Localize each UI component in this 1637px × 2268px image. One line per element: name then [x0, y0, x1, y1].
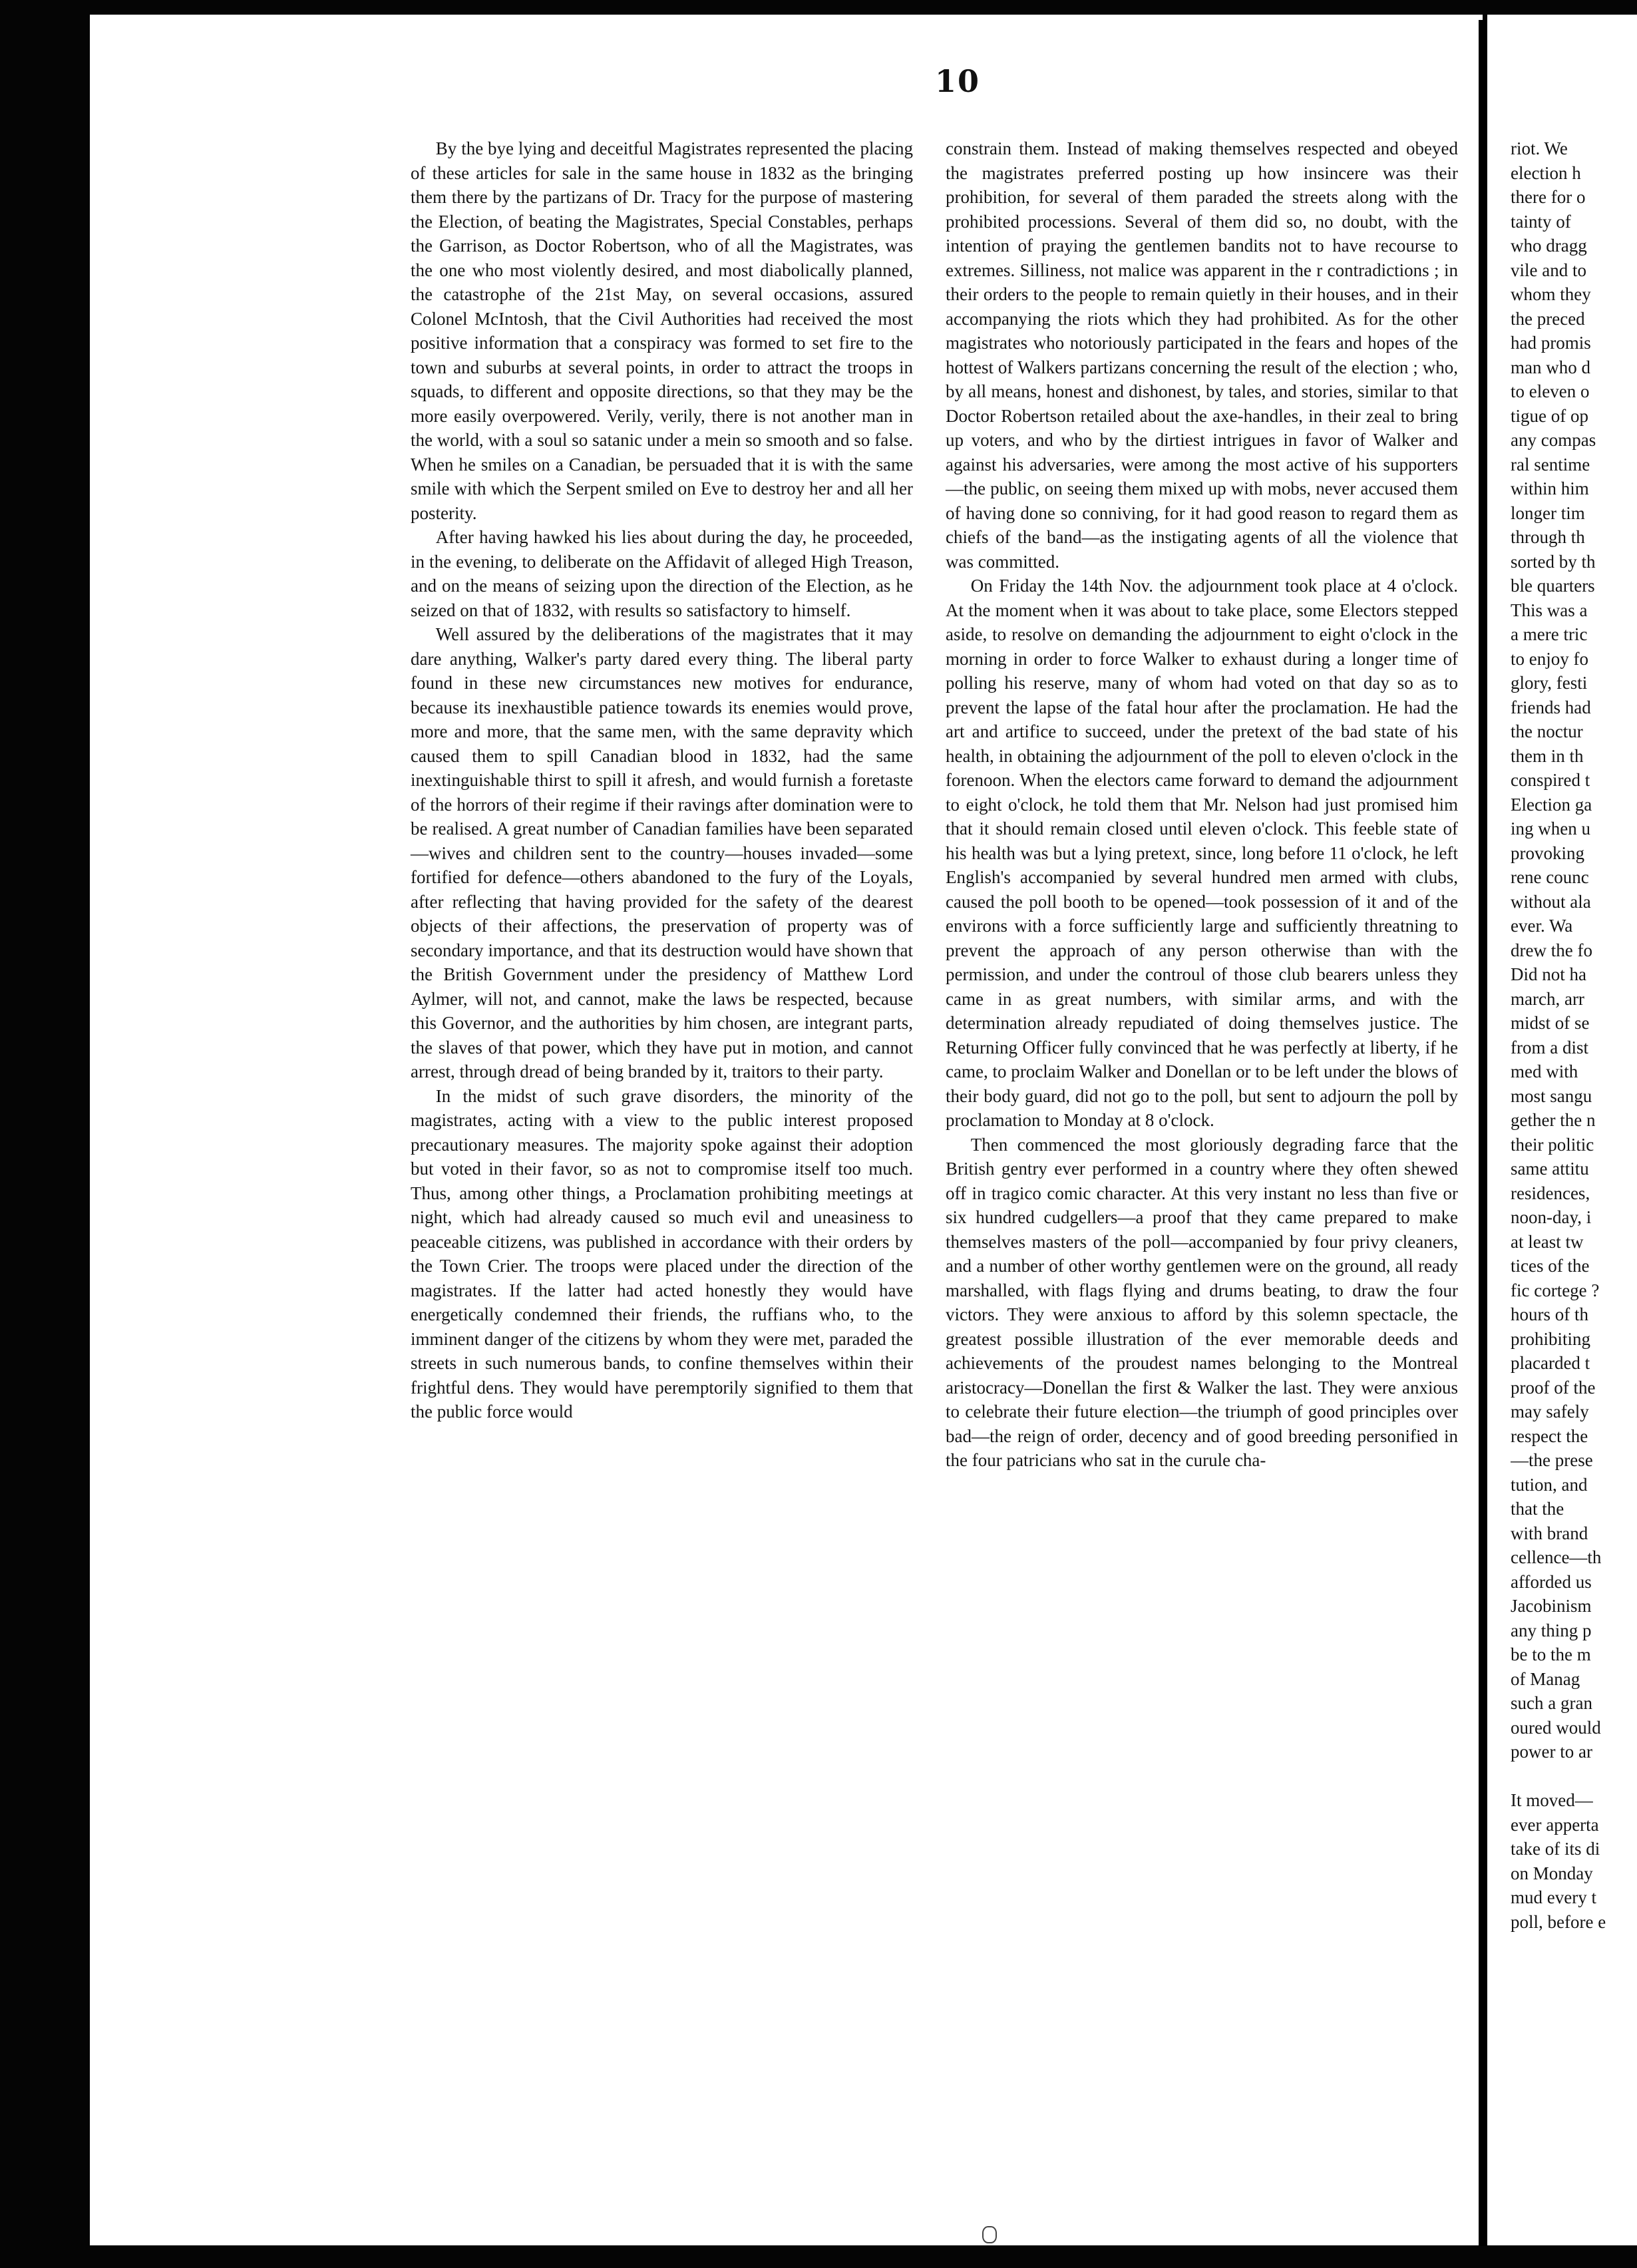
- column-3-line: man who d: [1511, 357, 1590, 377]
- column-3-line: placarded t: [1511, 1353, 1590, 1373]
- column-3-line: cellence—th: [1511, 1547, 1602, 1567]
- column-3-line: —the prese: [1511, 1450, 1593, 1470]
- column-3-line: This was a: [1511, 600, 1588, 620]
- column-3-line: residences,: [1511, 1183, 1590, 1203]
- column-3-line: hours of th: [1511, 1304, 1588, 1324]
- column-3-line: of Manag: [1511, 1668, 1580, 1689]
- column-3-line: most sangu: [1511, 1085, 1592, 1106]
- column-3-line: whom they: [1511, 284, 1591, 304]
- column-3-line: who dragg: [1511, 236, 1587, 256]
- column-3-line: any compas: [1511, 430, 1596, 450]
- column-3-line: with brand: [1511, 1523, 1588, 1543]
- column-3-line: such a gran: [1511, 1693, 1592, 1713]
- column-3-line: vile and to: [1511, 260, 1586, 280]
- column-3-line: there for o: [1511, 187, 1586, 207]
- column-3-line: may safely: [1511, 1402, 1589, 1421]
- column-3-line: their politic: [1511, 1134, 1594, 1155]
- column-3-line: ble quarters: [1511, 576, 1595, 596]
- column-3-line: glory, festi: [1511, 673, 1588, 693]
- column-3-line: ing when u: [1511, 819, 1590, 839]
- column-3-line: afforded us: [1511, 1571, 1592, 1592]
- column-3-line: the preced: [1511, 308, 1585, 329]
- paragraph: On Friday the 14th Nov. the adjournment took place at 4 o'clock. At the moment when it was about to take place, some Electors stepped aside, to resolve on demanding the adjournment to eight o'clock in the morning in order to force Walker to exhaust during a longer time of polling his reserve, many of whom had voted on that day so as to prevent the lapse of the fatal hour after the proclamation. He had the art and artifice to succeed, under the pretext of the bad state of his health, in obtaining the adjournment of the poll to eleven o'clock in the forenoon. When the electors came forward to demand the adjournment to eight o'clock, he told them that Mr. Nelson had just promised him that it should remain closed until eleven o'clock. This feeble state of his health was but a lying pretext, since, long before 11 o'clock, he left English's accompanied by several hundred men armed with clubs, caused the poll booth to be opened—took possession of it and of the environs with a force sufficiently large and sufficiently threatning to prevent the approach of any person otherwise than with the permission, and under the controul of those club bearers unless they came in as great numbers, with similar arms, and with the determination already repudiated of doing themselves justice. The Returning Officer fully convinced that he was perfectly at liberty, if he came, to proclaim Walker and Donellan or to be left under the blows of their body guard, did not go to the poll, but sent to adjourn the poll by proclamation to Monday at 8 o'clock.: [946, 576, 1458, 1130]
- column-3-line: tainty of: [1511, 211, 1571, 232]
- column-3-line: on Monday: [1511, 1863, 1593, 1883]
- column-3-line: provoking: [1511, 843, 1584, 863]
- column-3-line: be to the m: [1511, 1644, 1591, 1664]
- column-3-line: noon-day, i: [1511, 1207, 1592, 1227]
- paragraph: Well assured by the deliberations of the magistrates that it may dare anything, Walker's party dared every thing. The liberal party found in these new circumstances new motives for endurance, because its inexhaustible patience towards its enemies would prove, more and more, that the same men, with the same depravity which caused them to spill Canadian blood in 1832, had the same inextinguishable thirst to spill it afresh, and would furnish a foretaste of the horrors of their regime if their ravings after domination were to be realised. A great number of Canadian families have been separated—wives and children sent to the country—houses invaded—some fortified for defence—others abandoned to the fury of the Loyals, after reflecting that having provided for the safety of the dearest objects of their affections, the preservation of property was of secondary importance, and that its destruction would have shown that the British Government under the presidency of Matthew Lord Aylmer, will not, and cannot, make the laws be respected, because this Governor, and the authorities by him chosen, are integrant parts, the slaves of that power, which they have put in motion, and cannot arrest, through dread of being branded by it, traitors to their party.: [411, 624, 913, 1081]
- column-3-line: It moved—: [1511, 1790, 1593, 1810]
- column-3-line: without ala: [1511, 891, 1591, 912]
- column-3-line: Election ga: [1511, 794, 1592, 815]
- column-3-line: them in th: [1511, 745, 1584, 766]
- paragraph: By the bye lying and deceitful Magistrates represented the placing of these articles for sale in the same house in 1832 as the bringing them there by the partizans of Dr. Tracy for the purpose of mastering the Election, of beating the Magistrates, Special Constables, perhaps the Garrison, as Doctor Robertson, who of all the Magistrates, was the one who most violently desired, and most diabolically planned, the catastrophe of the 21st May, on several occasions, assured Colonel McIntosh, that the Civil Authorities had received the most positive information that a conspiracy was formed to set fire to the town and suburbs at several points, in order to attract the troops in squads, to different and opposite directions, so that they may be the more easily overpowered. Verily, verily, there is not another man in the world, with a soul so satanic under a mein so smooth and so false. When he smiles on a Canadian, be persuaded that it is with the same smile with which the Serpent smiled on Eve to destroy her and all her posterity.: [411, 138, 913, 523]
- ink-blot: [982, 2226, 997, 2243]
- column-3-line: the noctur: [1511, 721, 1583, 741]
- column-3-line: ever. Wa: [1511, 916, 1573, 936]
- column-3-line: within him: [1511, 478, 1589, 498]
- column-3-line: ever apperta: [1511, 1814, 1599, 1835]
- column-3-line: sorted by th: [1511, 551, 1596, 572]
- text-column-3-cropped: [1511, 136, 1637, 1934]
- column-3-line: oured would: [1511, 1717, 1601, 1738]
- column-3-line: take of its di: [1511, 1839, 1600, 1859]
- text-column-2: [946, 136, 1458, 1473]
- column-3-line: Did not ha: [1511, 964, 1586, 984]
- column-3-line: at least tw: [1511, 1231, 1584, 1252]
- column-3-line: fic cortege ?: [1511, 1280, 1600, 1300]
- column-3-line: to eleven o: [1511, 381, 1590, 401]
- paragraph: Then commenced the most gloriously degrading farce that the British gentry ever performed in a country where they often shewed off in tragico comic character. At this very instant no less than five or six hundred cudgellers—a proof that they came prepared to make themselves masters of the poll—accompanied by four privy cleaners, and a number of other worthy gentlemen were on the ground, all ready marshalled, with flags flying and drums beating, to draw the four victors. They were anxious to afford by this solemn spectacle, the greatest possible illustration of the ever memorable deeds and achievements of the proudest names belonging to the Montreal aristocracy—Donellan the first & Walker the last. They were anxious to celebrate their future election—the triumph of good principles over bad—the reign of order, decency and of good breeding personified in the four patricians who sat in the curule cha-: [946, 1134, 1458, 1470]
- column-3-line: rene counc: [1511, 867, 1589, 887]
- column-3-line: any thing p: [1511, 1620, 1592, 1640]
- page-number: 10: [935, 63, 981, 99]
- column-3-line: med with: [1511, 1061, 1578, 1081]
- column-3-line: longer tim: [1511, 502, 1585, 523]
- column-3-line: prohibiting: [1511, 1328, 1590, 1349]
- column-3-line: election h: [1511, 162, 1581, 183]
- text-column-1: [411, 136, 913, 1424]
- paragraph: In the midst of such grave disorders, the minority of the magistrates, acting with a view to the public interest proposed precautionary measures. The majority spoke against their adoption but voted in their favor, so as not to compromise itself too much. Thus, among other things, a Proclamation prohibiting meetings at night, which had already caused so much evil and uneasiness to peaceable citizens, was published in accordance with their orders by the Town Crier. The troops were placed under the direction of the magistrates. If the latter had acted honestly they would have energetically condemned their friends, the ruffians who, to the imminent danger of the citizens by whom they were met, paraded the streets in such numerous bands, to confine themselves within their frightful dens. They would have peremptorily signified to them that the public force would: [411, 1085, 913, 1421]
- column-3-line: same attitu: [1511, 1159, 1589, 1179]
- column-3-line: tution, and: [1511, 1474, 1588, 1495]
- column-3-line: riot. We: [1511, 138, 1568, 158]
- column-3-line: from a dist: [1511, 1037, 1588, 1057]
- column-3-line: march, arr: [1511, 988, 1584, 1009]
- column-3-line: gether the n: [1511, 1110, 1596, 1130]
- column-3-line: that the: [1511, 1499, 1564, 1519]
- column-3-line: Jacobinism: [1511, 1596, 1592, 1616]
- column-3-line: tices of the: [1511, 1256, 1590, 1276]
- column-3-line: proof of the: [1511, 1377, 1596, 1398]
- column-3-line: conspired t: [1511, 770, 1590, 790]
- column-3-line: midst of se: [1511, 1013, 1590, 1033]
- column-3-line: had promis: [1511, 333, 1591, 353]
- column-3-line: to enjoy fo: [1511, 648, 1588, 669]
- column-3-line: mud every t: [1511, 1887, 1596, 1907]
- column-3-line: respect the: [1511, 1425, 1588, 1446]
- paragraph: After having hawked his lies about during the day, he proceeded, in the evening, to deliberate on the Affidavit of alleged High Treason, and on the means of seizing upon the direction of the Election, as he seized on that of 1832, with results so satisfactory to himself.: [411, 527, 913, 620]
- column-3-line: friends had: [1511, 697, 1591, 717]
- column-3-line: [1511, 1764, 1637, 1789]
- column-3-line: power to ar: [1511, 1742, 1592, 1762]
- column-3-line: ral sentime: [1511, 454, 1590, 474]
- column-3-line: poll, before e: [1511, 1911, 1606, 1932]
- column-3-line: through th: [1511, 527, 1585, 547]
- column-3-line: a mere tric: [1511, 624, 1588, 644]
- column-3-line: drew the fo: [1511, 940, 1592, 960]
- paragraph: constrain them. Instead of making themselves respected and obeyed the magistrates preferred posting up how insincere was their prohibition, for several of them paraded the streets along with the prohibited processions. Several of them did so, no doubt, with the intention of praying the gentlemen bandits not to have recourse to extremes. Silliness, not malice was apparent in the r contradictions ; in their orders to the people to remain quietly in their houses, and in their accompanying the riots which they had prohibited. As for the other magistrates who notoriously participated in the fears and hopes of the hottest of Walkers partizans concerning the result of the election ; who, by all means, honest and dishonest, by tales, and stories, similar to that Doctor Robertson retailed about the axe-handles, in their zeal to bring up voters, and who by the dirtiest intrigues in favor of Walker and against his adversaries, were among the most active of his supporters—the public, on seeing them mixed up with mobs, never accused them of having done so conniving, for it had good reason to regard them as chiefs of the band—as the instigating agents of all the violence that was committed.: [946, 138, 1458, 572]
- column-3-line: tigue of op: [1511, 405, 1588, 426]
